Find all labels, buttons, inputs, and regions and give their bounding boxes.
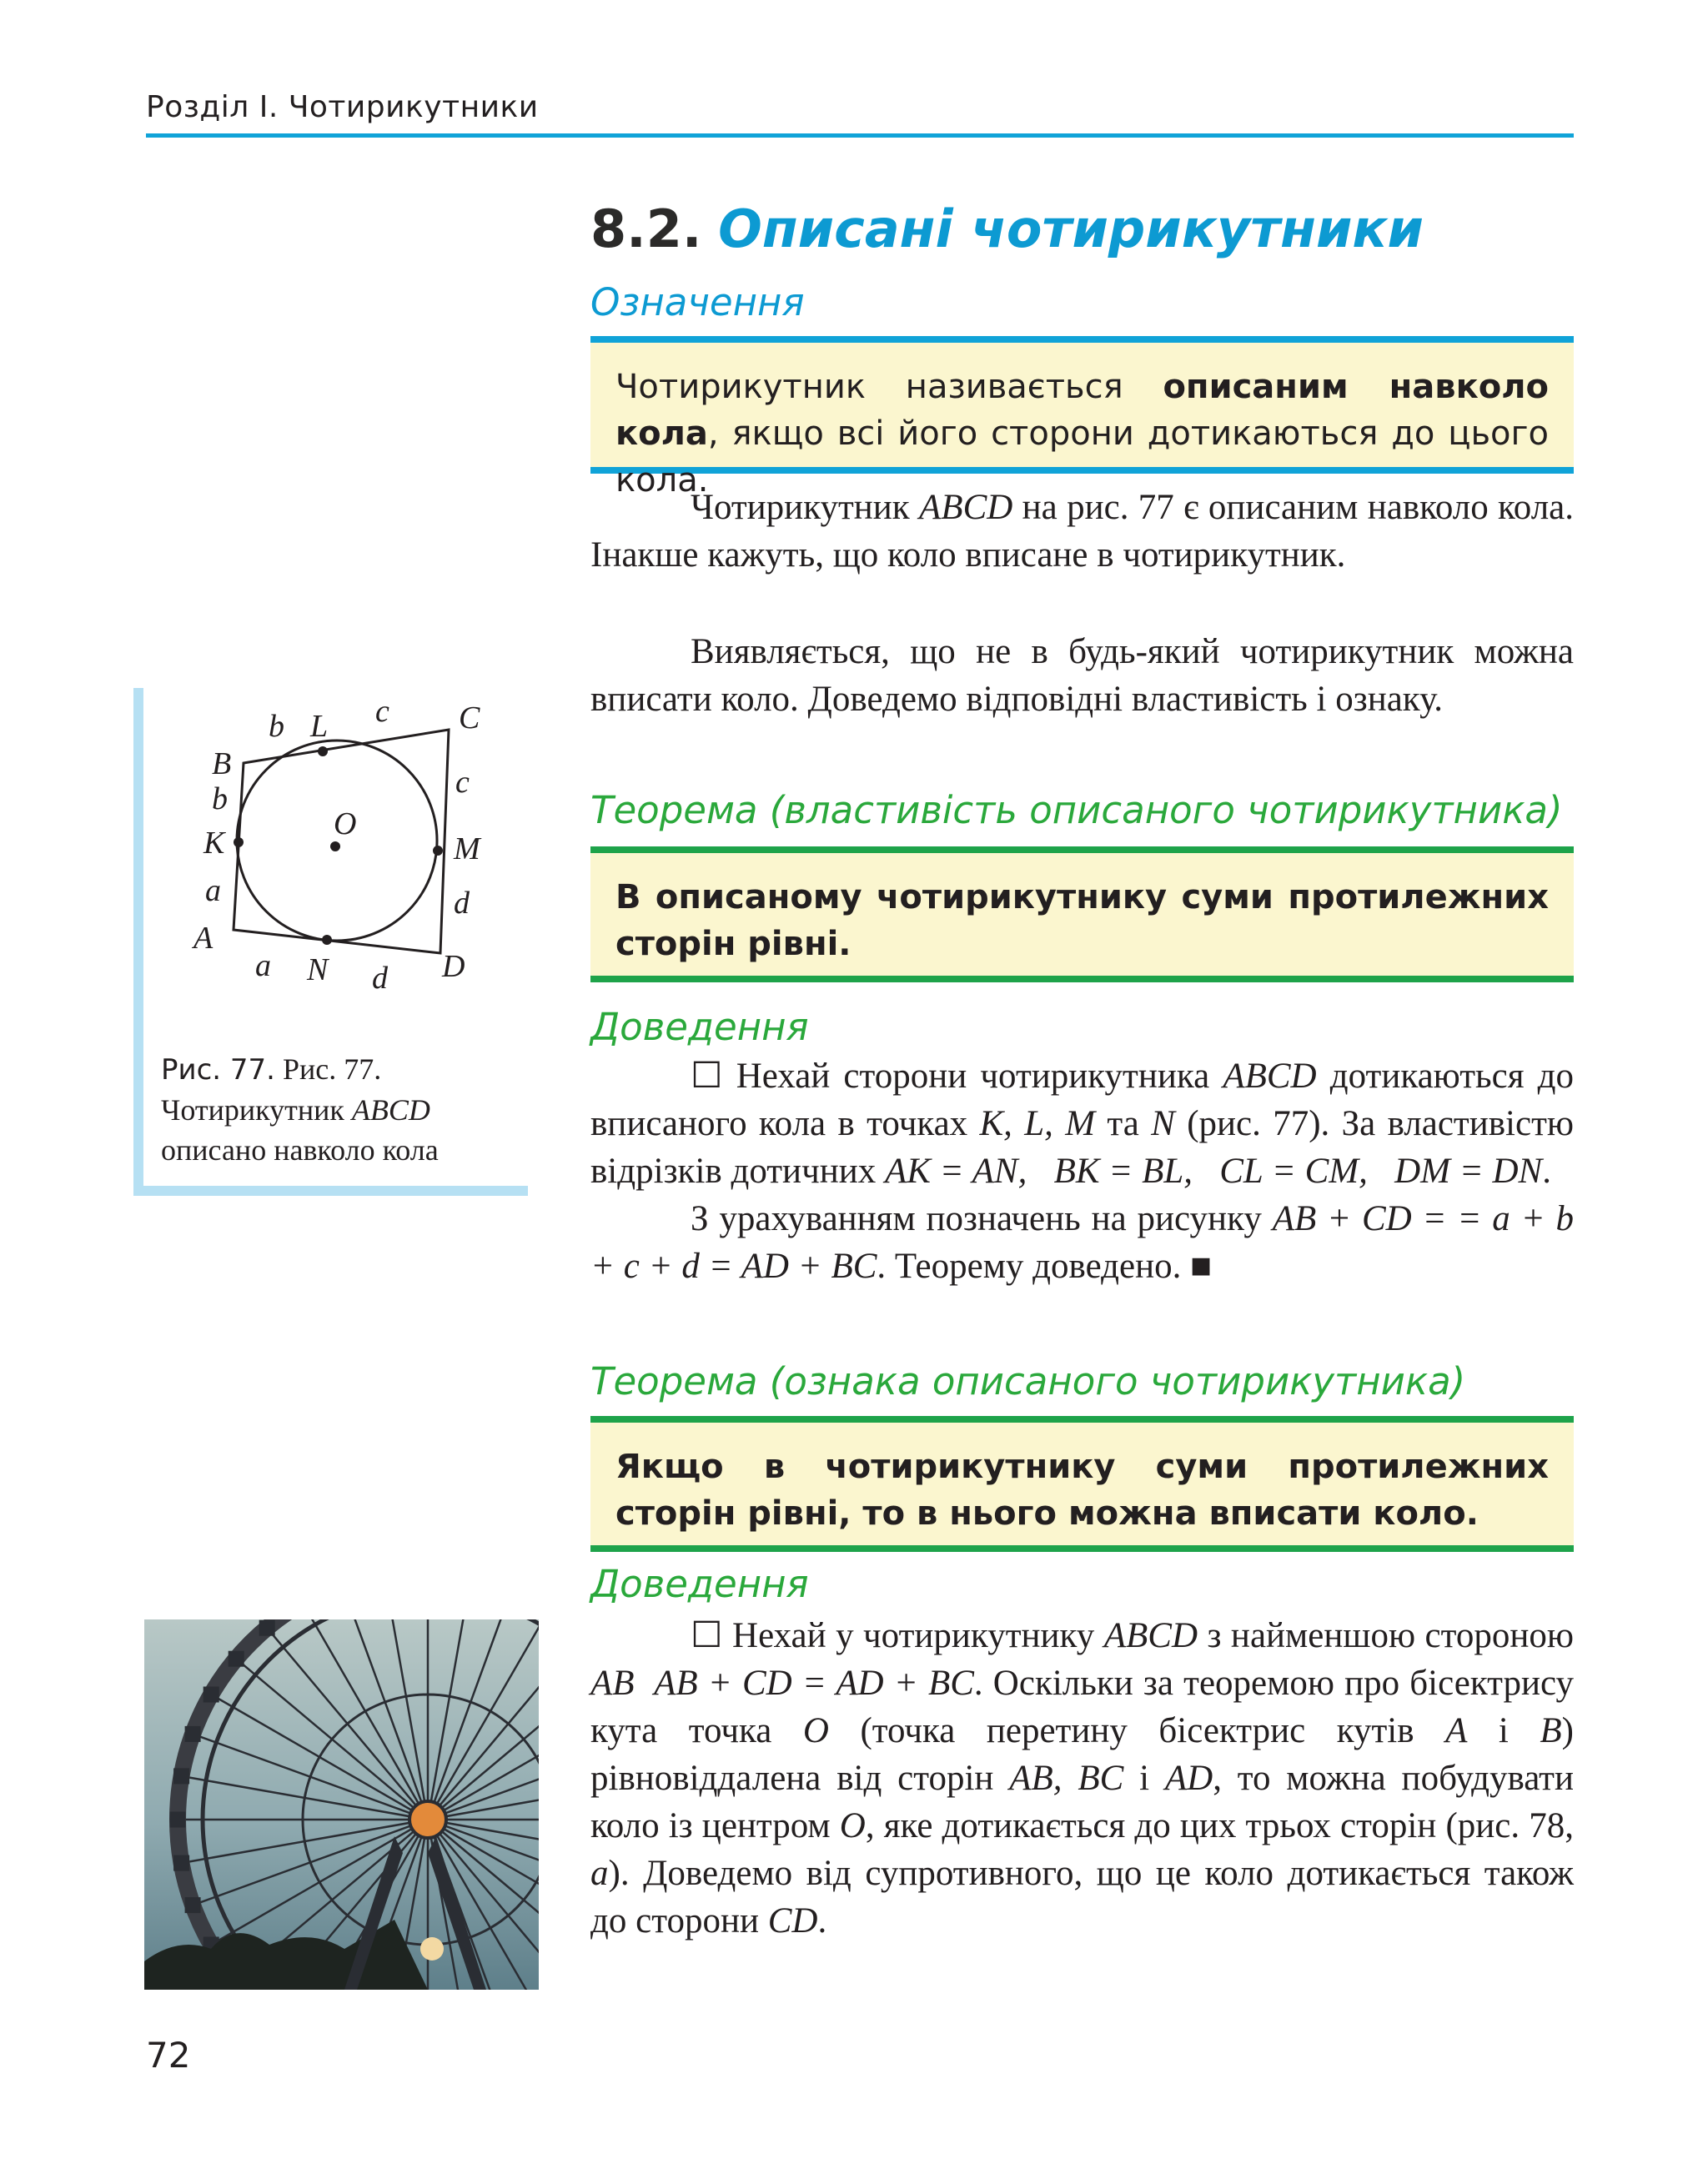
wheel-gondola [185, 1898, 200, 1913]
label-l: L [310, 709, 329, 744]
proof-end-square-icon: ■ [1190, 1247, 1213, 1286]
label-n: N [307, 952, 329, 987]
ferris-wheel-photo [144, 1619, 539, 1990]
label-a-vertex: A [193, 921, 214, 956]
theorem1-statement: В описаному чотирикутнику суми протилежних сторін рівні. [615, 878, 1549, 963]
theorem1-heading: Теорема (властивість описаного чотирикутника) [590, 788, 1563, 832]
label-b-segment-1: b [269, 709, 284, 744]
label-a-segment-2: a [255, 948, 271, 983]
theorem2-statement: Якщо в чотирикутнику суми протилежних сторін рівні, то в нього можна вписати коло. [615, 1448, 1549, 1533]
point-n [322, 935, 332, 945]
definition-text: Чотирикутник називається описаним навколо кола, якщо всі його сторони дотикаються до цього кола. [615, 368, 1549, 500]
theorem2-heading: Теорема (ознака описаного чотирикутника) [590, 1359, 1466, 1403]
section-title [590, 198, 1424, 259]
header-rule [146, 133, 1574, 138]
section-number: 8.2. [590, 198, 702, 259]
theorem2-box [590, 1416, 1574, 1552]
proof2-heading: Доведення [590, 1562, 809, 1606]
wheel-gondola [259, 1620, 274, 1635]
label-c-segment-1: c [375, 694, 389, 729]
definition-box [590, 336, 1574, 500]
proof-start-box-icon: ☐ [691, 1057, 723, 1096]
intro-paragraph-2: Виявляється, що не в будь-який чотирикутник можна вписати коло. Доведемо відповідні властивість і ознаку. [590, 632, 1574, 719]
label-o: O [334, 806, 357, 841]
definition-bold-term: описаним навколо кола [615, 368, 1549, 453]
figure-accent-bar [133, 688, 143, 1196]
wheel-gondola [174, 1855, 189, 1870]
definition-heading: Означення [590, 280, 805, 324]
wheel-gondola [229, 1651, 244, 1666]
wheel-gondola [185, 1726, 200, 1741]
label-d-segment-2: d [372, 961, 388, 996]
label-d-segment-1: d [454, 886, 470, 921]
proof-start-box-icon: ☐ [691, 1616, 723, 1655]
label-b-vertex: B [212, 746, 232, 781]
point-m [433, 846, 443, 856]
intro-paragraph-1: Чотирикутник ABCD на рис. 77 є описаним навколо кола. Інакше кажуть, що коло вписане в чотирикутник. [590, 488, 1574, 575]
label-c-vertex: C [459, 700, 480, 736]
proof2-text: ☐ Нехай у чотирикутнику ABCD з найменшою стороною AB AB + CD = AD + BC. Оскільки за теоремою про бісектрису кута точка O (точка перетину бісектрис кутів A і B) рівновіддалена від сторін AB, BC і AD, то можна побудувати коло із центром O, яке дотикається до цих трьох сторін (рис. 78, а). Доведемо від супротивного, що це коло дотикається також до сторони CD. [590, 1616, 1574, 1941]
point-k [234, 837, 244, 847]
label-a-segment-1: a [205, 873, 221, 908]
figure-77-diagram [143, 688, 528, 1038]
figure-accent-bar-bottom [133, 1186, 528, 1196]
label-m: M [454, 831, 480, 866]
label-d-vertex: D [442, 949, 465, 984]
wheel-gondola [203, 1687, 219, 1702]
quadrilateral-abcd [234, 730, 449, 953]
label-k: K [203, 826, 225, 861]
theorem1-box [590, 846, 1574, 982]
point-l [318, 746, 328, 756]
proof1-heading: Доведення [590, 1005, 809, 1049]
proof1-text: ☐ Нехай сторони чотирикутника ABCD дотикаються до вписаного кола в точках K, L, M та N (рис. 77). За властивістю відрізків дотичних AK = AN, BK = BL, CL = CM, DM = DN. З урахуванням позначень на рисунку AB + CD = = a + b + c + d = AD + BC. Теорему доведено. ■ [590, 1057, 1575, 1286]
page-number: 72 [146, 2035, 191, 2076]
wheel-gondola [174, 1769, 189, 1784]
section-name: Описані чотирикутники [718, 198, 1424, 259]
label-c-segment-2: c [455, 765, 470, 800]
figure-caption: Рис. 77. Рис. 77. Чотирикутник ABCD описано навколо кола [161, 1052, 439, 1167]
label-b-segment-2: b [212, 781, 228, 816]
point-o [330, 841, 340, 851]
wheel-gondola [170, 1812, 185, 1827]
running-header: Розділ I. Чотирикутники [146, 90, 539, 124]
